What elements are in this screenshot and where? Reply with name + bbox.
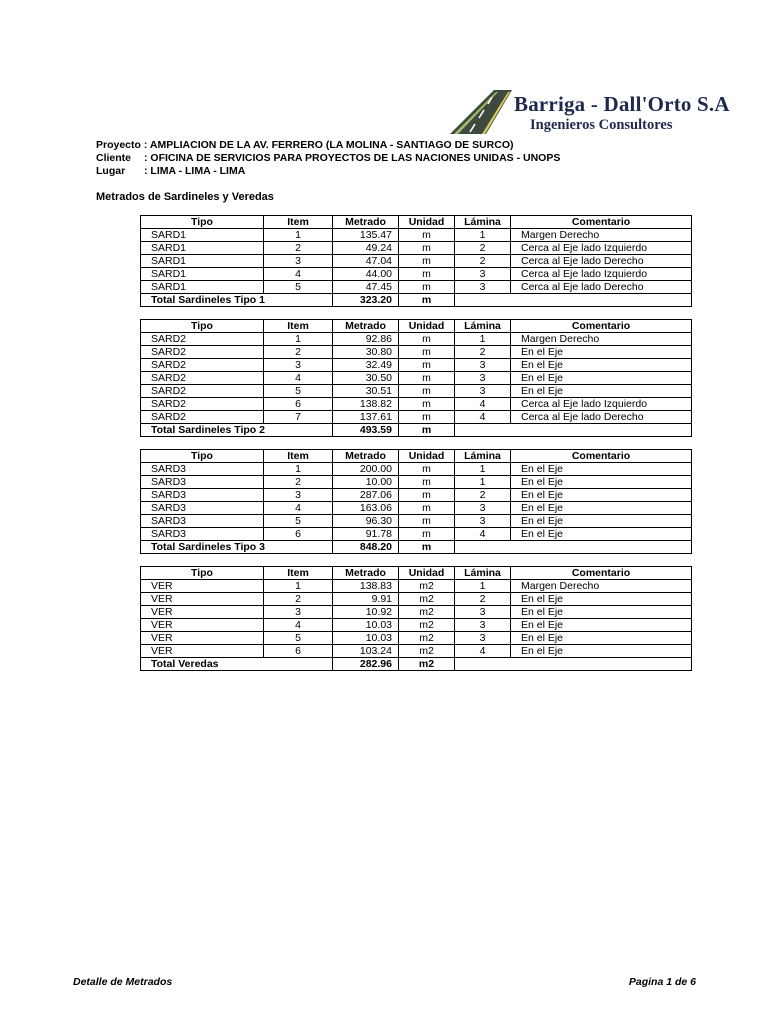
table-cell: m	[399, 255, 455, 268]
table-cell: 1	[264, 229, 333, 242]
table-cell: 30.80	[333, 346, 399, 359]
place-line	[96, 165, 245, 177]
total-unit: m	[399, 541, 455, 554]
table-cell: 1	[264, 580, 333, 593]
table-cell: 3	[264, 359, 333, 372]
table-cell: 3	[455, 359, 511, 372]
table-cell: 10.92	[333, 606, 399, 619]
metrado-table	[140, 566, 692, 671]
total-metrado: 282.96	[333, 658, 399, 671]
table-cell: m2	[399, 632, 455, 645]
logo-subtitle: Ingenieros Consultores	[530, 117, 673, 133]
table-cell: m	[399, 463, 455, 476]
table-row	[141, 385, 692, 398]
table-row	[141, 515, 692, 528]
table-cell: 138.83	[333, 580, 399, 593]
table-cell: En el Eje	[511, 476, 692, 489]
table-row	[141, 281, 692, 294]
column-header: Unidad	[399, 450, 455, 463]
table-cell: SARD3	[141, 528, 264, 541]
table-row	[141, 489, 692, 502]
place-value: : LIMA - LIMA - LIMA	[144, 165, 246, 177]
total-label: Total Sardineles Tipo 2	[141, 424, 333, 437]
total-metrado: 848.20	[333, 541, 399, 554]
table-cell: m2	[399, 580, 455, 593]
column-header: Lámina	[455, 320, 511, 333]
table-cell: 3	[264, 606, 333, 619]
table-cell: m	[399, 398, 455, 411]
table-cell: 91.78	[333, 528, 399, 541]
table-cell: 4	[455, 645, 511, 658]
column-header: Item	[264, 450, 333, 463]
total-unit: m2	[399, 658, 455, 671]
table-cell: SARD1	[141, 229, 264, 242]
table-row	[141, 359, 692, 372]
table-cell: Cerca al Eje lado Derecho	[511, 255, 692, 268]
column-header: Item	[264, 320, 333, 333]
metrado-table	[140, 449, 692, 554]
table-cell: 138.82	[333, 398, 399, 411]
table-cell: 5	[264, 281, 333, 294]
table-cell: 2	[264, 476, 333, 489]
table-cell: 10.00	[333, 476, 399, 489]
table-cell: 3	[455, 502, 511, 515]
table-cell: 10.03	[333, 619, 399, 632]
project-line	[96, 139, 514, 151]
table-cell: 2	[455, 593, 511, 606]
table-row	[141, 476, 692, 489]
table-cell: En el Eje	[511, 463, 692, 476]
table-cell: 287.06	[333, 489, 399, 502]
table-cell: 6	[264, 528, 333, 541]
table-cell: En el Eje	[511, 606, 692, 619]
table-row	[141, 255, 692, 268]
table-cell: 1	[264, 463, 333, 476]
table-cell: 5	[264, 515, 333, 528]
table-cell: SARD1	[141, 268, 264, 281]
table-cell: 4	[455, 528, 511, 541]
total-label: Total Sardineles Tipo 3	[141, 541, 333, 554]
total-empty-cell	[455, 424, 692, 437]
table-cell: SARD2	[141, 398, 264, 411]
column-header: Unidad	[399, 320, 455, 333]
table-cell: SARD2	[141, 411, 264, 424]
table-row	[141, 619, 692, 632]
column-header: Comentario	[511, 450, 692, 463]
column-header: Metrado	[333, 216, 399, 229]
table-cell: En el Eje	[511, 385, 692, 398]
table-row	[141, 411, 692, 424]
table-cell: 2	[264, 242, 333, 255]
table-header-row	[141, 450, 692, 463]
table-cell: VER	[141, 632, 264, 645]
table-row	[141, 268, 692, 281]
table-cell: 3	[455, 632, 511, 645]
table-header-row	[141, 216, 692, 229]
table-cell: m	[399, 359, 455, 372]
table-cell: 1	[455, 463, 511, 476]
table-cell: m	[399, 476, 455, 489]
table-cell: 4	[264, 372, 333, 385]
table-cell: En el Eje	[511, 619, 692, 632]
table-cell: Margen Derecho	[511, 333, 692, 346]
total-row	[141, 658, 692, 671]
table-cell: m	[399, 515, 455, 528]
table-row	[141, 502, 692, 515]
table-cell: SARD3	[141, 515, 264, 528]
table-row	[141, 242, 692, 255]
total-empty-cell	[455, 294, 692, 307]
client-label: Cliente	[96, 152, 132, 164]
table-row	[141, 606, 692, 619]
table-cell: SARD1	[141, 242, 264, 255]
table-cell: 2	[455, 489, 511, 502]
table-cell: m	[399, 372, 455, 385]
footer-left: Detalle de Metrados	[73, 976, 173, 988]
table-cell: SARD2	[141, 372, 264, 385]
table-cell: 3	[455, 281, 511, 294]
table-row	[141, 528, 692, 541]
table-cell: Margen Derecho	[511, 229, 692, 242]
table-cell: En el Eje	[511, 359, 692, 372]
table-cell: SARD2	[141, 385, 264, 398]
page-number: Pagina 1 de 6	[628, 976, 696, 988]
road-logo-icon	[448, 86, 518, 138]
table-cell: 1	[455, 333, 511, 346]
table-cell: Cerca al Eje lado Derecho	[511, 281, 692, 294]
table-cell: m	[399, 333, 455, 346]
table-cell: Cerca al Eje lado Izquierdo	[511, 268, 692, 281]
table-cell: m2	[399, 606, 455, 619]
column-header: Tipo	[141, 567, 264, 580]
column-header: Comentario	[511, 320, 692, 333]
table-row	[141, 580, 692, 593]
table-cell: 1	[455, 476, 511, 489]
company-logo	[448, 86, 730, 138]
column-header: Comentario	[511, 216, 692, 229]
table-cell: m	[399, 489, 455, 502]
table-cell: 1	[455, 229, 511, 242]
column-header: Lámina	[455, 450, 511, 463]
table-row	[141, 463, 692, 476]
table-cell: 47.45	[333, 281, 399, 294]
table-cell: 3	[264, 255, 333, 268]
table-cell: En el Eje	[511, 346, 692, 359]
table-cell: SARD2	[141, 346, 264, 359]
table-row	[141, 632, 692, 645]
table-cell: SARD3	[141, 463, 264, 476]
table-cell: 9.91	[333, 593, 399, 606]
table-cell: 2	[264, 346, 333, 359]
table-cell: VER	[141, 619, 264, 632]
table-cell: SARD1	[141, 255, 264, 268]
table-cell: 44.00	[333, 268, 399, 281]
client-value: : OFICINA DE SERVICIOS PARA PROYECTOS DE LAS NACIONES UNIDAS - UNOPS	[144, 152, 561, 164]
table-cell: 1	[455, 580, 511, 593]
logo-title: Barriga - Dall'Orto S.A	[514, 92, 730, 116]
table-cell: En el Eje	[511, 515, 692, 528]
table-cell: m2	[399, 619, 455, 632]
total-row	[141, 541, 692, 554]
table-cell: En el Eje	[511, 528, 692, 541]
table-cell: En el Eje	[511, 593, 692, 606]
table-cell: 5	[264, 632, 333, 645]
table-cell: 10.03	[333, 632, 399, 645]
table-header-row	[141, 320, 692, 333]
table-cell: 6	[264, 645, 333, 658]
column-header: Lámina	[455, 567, 511, 580]
table-cell: m2	[399, 593, 455, 606]
column-header: Tipo	[141, 216, 264, 229]
table-cell: m	[399, 528, 455, 541]
table-cell: 137.61	[333, 411, 399, 424]
table-cell: 135.47	[333, 229, 399, 242]
table-row	[141, 346, 692, 359]
column-header: Tipo	[141, 450, 264, 463]
table-cell: Cerca al Eje lado Derecho	[511, 411, 692, 424]
table-cell: 3	[455, 385, 511, 398]
metrado-table	[140, 319, 692, 437]
table-cell: m	[399, 385, 455, 398]
table-cell: 3	[455, 606, 511, 619]
table-row	[141, 333, 692, 346]
metrado-table	[140, 215, 692, 307]
table-cell: 7	[264, 411, 333, 424]
place-label: Lugar	[96, 165, 126, 177]
table-cell: m	[399, 346, 455, 359]
project-value: AMPLIACION DE LA AV. FERRERO (LA MOLINA - SANTIAGO DE SURCO)	[149, 139, 514, 151]
table-cell: m	[399, 502, 455, 515]
table-cell: En el Eje	[511, 489, 692, 502]
table-cell: 2	[455, 346, 511, 359]
table-cell: 6	[264, 398, 333, 411]
column-header: Unidad	[399, 216, 455, 229]
table-row	[141, 229, 692, 242]
table-cell: VER	[141, 580, 264, 593]
table-cell: SARD2	[141, 359, 264, 372]
table-cell: 4	[264, 619, 333, 632]
table-row	[141, 645, 692, 658]
table-cell: SARD2	[141, 333, 264, 346]
table-cell: Margen Derecho	[511, 580, 692, 593]
table-cell: 47.04	[333, 255, 399, 268]
table-cell: SARD3	[141, 502, 264, 515]
table-cell: 1	[264, 333, 333, 346]
section-title: Metrados de Sardineles y Veredas	[96, 191, 274, 203]
table-cell: 3	[455, 619, 511, 632]
total-empty-cell	[455, 658, 692, 671]
table-cell: 200.00	[333, 463, 399, 476]
column-header: Comentario	[511, 567, 692, 580]
table-cell: 49.24	[333, 242, 399, 255]
table-cell: 30.51	[333, 385, 399, 398]
table-cell: 2	[264, 593, 333, 606]
table-cell: 3	[455, 515, 511, 528]
table-row	[141, 398, 692, 411]
table-cell: 3	[455, 268, 511, 281]
table-cell: m2	[399, 645, 455, 658]
table-cell: En el Eje	[511, 645, 692, 658]
table-cell: 3	[264, 489, 333, 502]
total-metrado: 323.20	[333, 294, 399, 307]
table-cell: VER	[141, 606, 264, 619]
table-cell: 96.30	[333, 515, 399, 528]
column-header: Lámina	[455, 216, 511, 229]
client-line	[96, 152, 560, 164]
total-empty-cell	[455, 541, 692, 554]
total-row	[141, 294, 692, 307]
table-row	[141, 593, 692, 606]
column-header: Unidad	[399, 567, 455, 580]
column-header: Item	[264, 567, 333, 580]
table-cell: Cerca al Eje lado Izquierdo	[511, 398, 692, 411]
total-label: Total Veredas	[141, 658, 333, 671]
table-cell: 4	[264, 268, 333, 281]
table-row	[141, 372, 692, 385]
table-cell: VER	[141, 645, 264, 658]
table-cell: 92.86	[333, 333, 399, 346]
table-cell: Cerca al Eje lado Izquierdo	[511, 242, 692, 255]
table-cell: VER	[141, 593, 264, 606]
total-unit: m	[399, 294, 455, 307]
table-cell: SARD3	[141, 476, 264, 489]
table-cell: SARD3	[141, 489, 264, 502]
total-unit: m	[399, 424, 455, 437]
table-cell: SARD1	[141, 281, 264, 294]
column-header: Item	[264, 216, 333, 229]
table-cell: 4	[264, 502, 333, 515]
table-cell: En el Eje	[511, 502, 692, 515]
table-cell: 2	[455, 242, 511, 255]
table-cell: m	[399, 229, 455, 242]
table-cell: En el Eje	[511, 372, 692, 385]
table-cell: m	[399, 281, 455, 294]
table-cell: m	[399, 268, 455, 281]
table-cell: m	[399, 242, 455, 255]
table-cell: 103.24	[333, 645, 399, 658]
table-header-row	[141, 567, 692, 580]
table-cell: En el Eje	[511, 632, 692, 645]
column-header: Tipo	[141, 320, 264, 333]
table-cell: 5	[264, 385, 333, 398]
table-cell: 3	[455, 372, 511, 385]
total-label: Total Sardineles Tipo 1	[141, 294, 333, 307]
table-cell: 32.49	[333, 359, 399, 372]
table-cell: 2	[455, 255, 511, 268]
table-cell: 4	[455, 398, 511, 411]
table-cell: 163.06	[333, 502, 399, 515]
total-metrado: 493.59	[333, 424, 399, 437]
table-cell: 30.50	[333, 372, 399, 385]
total-row	[141, 424, 692, 437]
column-header: Metrado	[333, 450, 399, 463]
project-label: Proyecto :	[96, 139, 148, 151]
table-cell: 4	[455, 411, 511, 424]
column-header: Metrado	[333, 567, 399, 580]
table-cell: m	[399, 411, 455, 424]
column-header: Metrado	[333, 320, 399, 333]
